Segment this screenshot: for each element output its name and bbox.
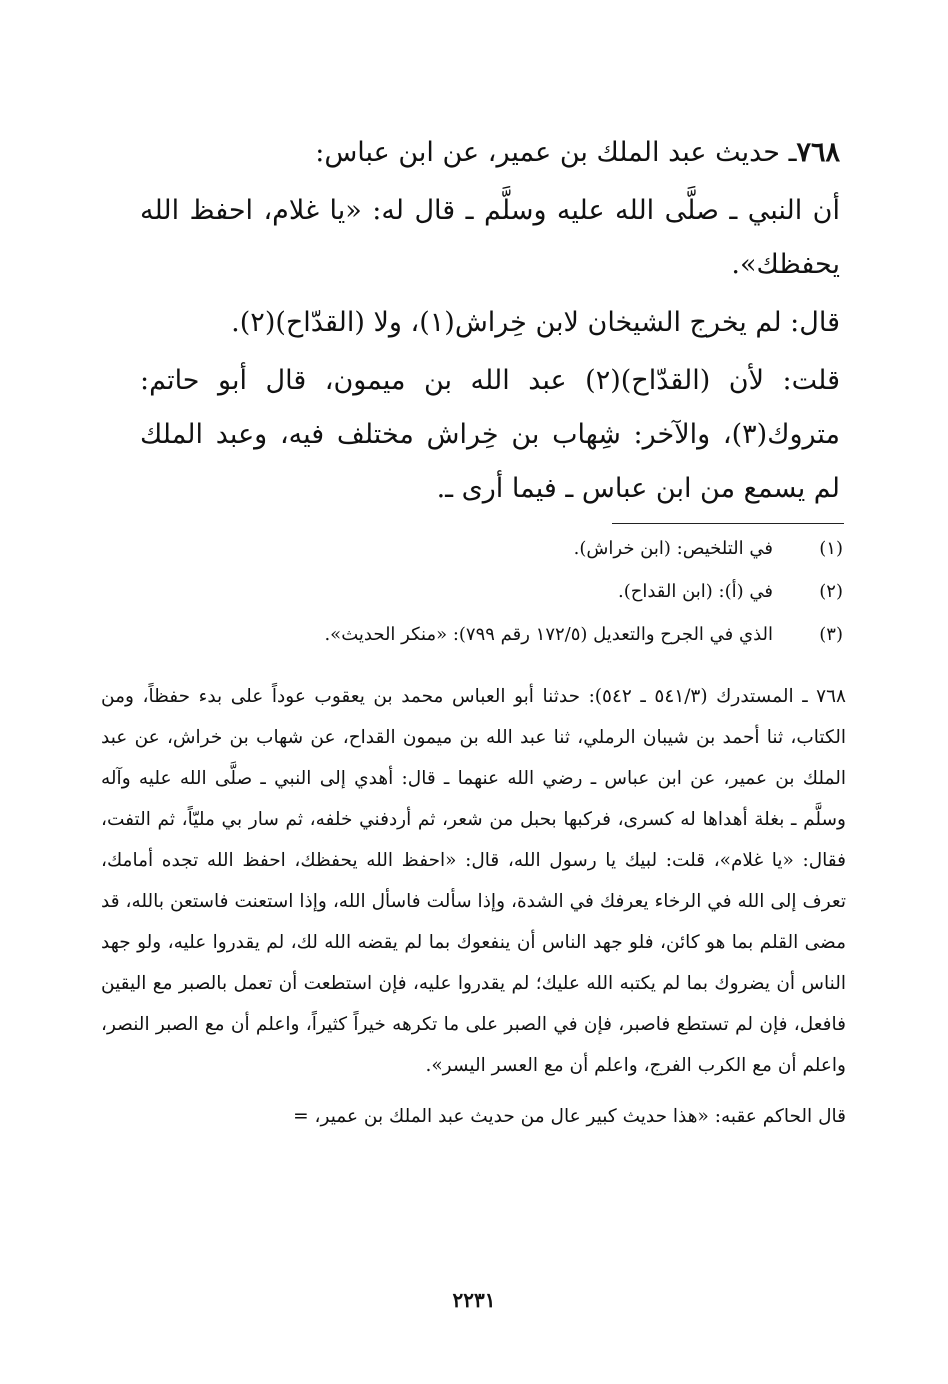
hadith-heading-text: ـ حديث عبد الملك بن عمير، عن ابن عباس:	[315, 137, 797, 168]
footnote-1	[103, 527, 843, 570]
footnote-text: الذي في الجرح والتعديل (١٧٢/٥ رقم ٧٩٩): «منكر الحديث».	[324, 624, 773, 645]
footnote-text: في (أ): (ابن القداح).	[617, 581, 773, 602]
page-number: ٢٢٣١	[452, 1288, 496, 1312]
dhahabi-comment: قال: لم يخرج الشيخان لابن خِراش(١)، ولا (القدّاح)(٢).	[231, 307, 840, 338]
dhahabi-note: قلت: لأن (القدّاح)(٢) عبد الله بن ميمون، قال أبو حاتم: متروك(٣)، والآخر: شِهاب بن خِراش مختلف فيه، وعبد الملك لم يسمع من ابن عباس ـ فيما أرى ـ.	[140, 365, 840, 504]
commentary	[101, 676, 846, 1137]
footnote-3	[103, 613, 843, 656]
footnote-text: في التلخيص: (ابن خراش).	[573, 538, 773, 559]
hadith-heading	[140, 126, 840, 180]
footnote-number: (١)	[819, 538, 843, 559]
footnote-number: (٢)	[819, 581, 843, 602]
commentary-body	[101, 676, 846, 1086]
hadith-text: أن النبي ـ صلَّى الله عليه وسلَّم ـ قال له: «يا غلام، احفظ الله يحفظك».	[140, 195, 840, 280]
commentary-text: المستدرك (٥٤١/٣ ـ ٥٤٢): حدثنا أبو العباس محمد بن يعقوب عوداً على بدء حفظاً، ومن الكتاب، ثنا أحمد بن شيبان الرملي، ثنا عبد الله بن ميمون القداح، عن شهاب بن خراش، عن عبد الملك بن عمير، عن ابن عباس ـ رضي الله عنهما ـ قال: أهدي إلى النبي ـ صلَّى الله عليه وآله وسلَّم ـ بغلة أهداها له كسرى، فركبها بحبل من شعر، ثم أردفني خلفه، ثم سار بي مليّاً، ثم التفت، فقال: «يا غلام»، قلت: لبيك يا رسول الله، قال: «احفظ الله يحفظك، احفظ الله تجده أمامك، تعرف إلى الله في الرخاء يعرفك في الشدة، وإذا سألت فاسأل الله، وإذا استعنت فاستعن بالله، قد مضى القلم بما هو كائن، فلو جهد الناس أن ينفعوك بما لم يقضه الله لك، لم يقدروا عليه، ولو جهد الناس أن يضروك بما لم يكتبه الله عليك؛ لم يقدروا عليه، فإن استطعت أن تعمل بالصبر مع اليقين فافعل، فإن لم تستطع فاصبر، فإن في الصبر على ما تكرهه خيراً كثيراً، واعلم أن مع الصبر النصر، واعلم أن مع الكرب الفرج، واعلم أن مع العسر اليسر».	[101, 686, 846, 1076]
hadith-number: ٧٦٨	[796, 137, 840, 168]
commentary-number: ٧٦٨ ـ	[802, 686, 846, 707]
footnote-separator	[612, 523, 844, 524]
main-text	[140, 126, 840, 516]
footnote-number: (٣)	[819, 624, 843, 645]
footnote-2	[103, 570, 843, 613]
footnotes	[103, 527, 843, 656]
commentary-closing: قال الحاكم عقبه: «هذا حديث كبير عال من حديث عبد الملك بن عمير، =	[293, 1106, 846, 1127]
